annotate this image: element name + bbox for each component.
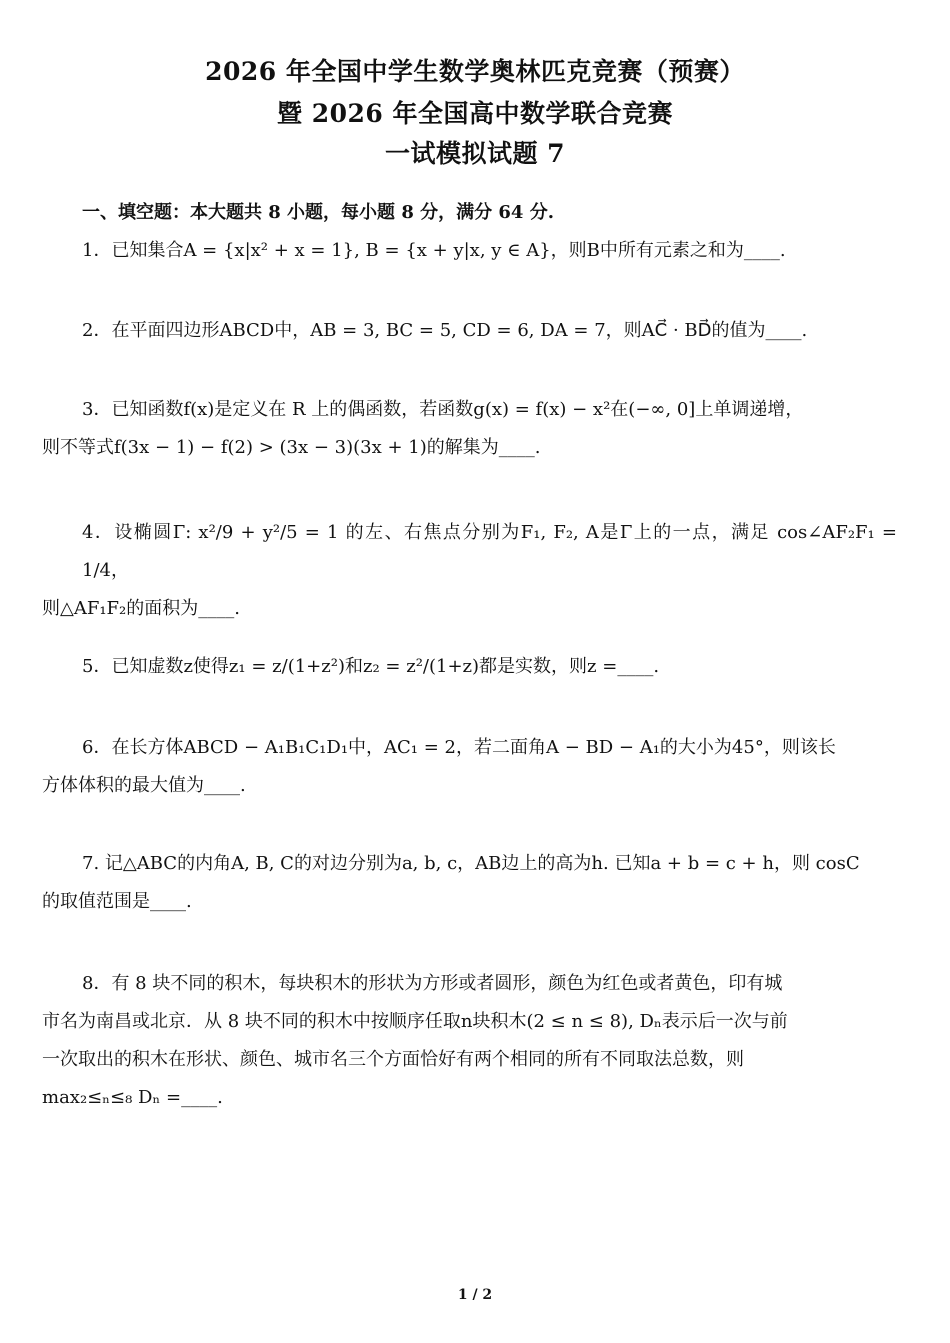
question-line: 5．已知虚数z使得z₁ = z/(1+z²)和z₂ = z²/(1+z)都是实数，则z =____. xyxy=(82,656,660,677)
question-line: 则不等式f(3x − 1) − f(2) > (3x − 3)(3x + 1)的解集为____. xyxy=(42,437,541,458)
question-5 xyxy=(42,648,897,686)
question-1 xyxy=(42,232,897,270)
question-line: 则△AF₁F₂的面积为____. xyxy=(42,598,240,619)
exam-title-line-2: 暨 2026 年全国高中数学联合竞赛 xyxy=(277,99,673,128)
question-line: 6．在长方体ABCD − A₁B₁C₁D₁中，AC₁ = 2，若二面角A − BD − A₁的大小为45°，则该长 xyxy=(82,737,836,758)
question-line: 1．已知集合A = {x|x² + x = 1}, B = {x + y|x, y ∈ A}，则B中所有元素之和为____. xyxy=(82,240,786,261)
question-line: 市名为南昌或北京．从 8 块不同的积木中按顺序任取n块积木(2 ≤ n ≤ 8), Dₙ表示后一次与前 xyxy=(42,1011,788,1032)
question-4 xyxy=(42,514,897,628)
question-line: 8．有 8 块不同的积木，每块积木的形状为方形或者圆形，颜色为红色或者黄色，印有城 xyxy=(82,973,783,994)
question-8 xyxy=(42,965,897,1117)
question-line: 的取值范围是____. xyxy=(42,891,192,912)
question-2 xyxy=(42,312,897,350)
question-line: 3．已知函数f(x)是定义在 R 上的偶函数，若函数g(x) = f(x) − x²在(−∞, 0]上单调递增， xyxy=(82,399,804,420)
exam-title-line-1: 2026 年全国中学生数学奥林匹克竞赛（预赛） xyxy=(205,57,745,86)
question-6 xyxy=(42,729,897,805)
question-line: 方体体积的最大值为____. xyxy=(42,775,246,796)
question-line: max₂≤ₙ≤₈ Dₙ =____. xyxy=(42,1087,223,1108)
question-3 xyxy=(42,391,897,467)
question-line: 4．设椭圆Γ: x²/9 + y²/5 = 1 的左、右焦点分别为F₁, F₂, A是Γ上的一点，满足 cos∠AF₂F₁ = 1/4， xyxy=(82,522,897,581)
question-line: 2．在平面四边形ABCD中，AB = 3, BC = 5, CD = 6, DA = 7，则AC⃗ · BD⃗的值为____. xyxy=(82,320,808,341)
question-line: 一次取出的积木在形状、颜色、城市名三个方面恰好有两个相同的所有不同取法总数，则 xyxy=(42,1049,744,1070)
question-7 xyxy=(42,845,897,921)
exam-title-line-3: 一试模拟试题 7 xyxy=(384,139,566,168)
page-number: 1 / 2 xyxy=(457,1287,493,1303)
question-line: 7. 记△ABC的内角A, B, C的对边分别为a, b, c，AB边上的高为h. 已知a + b = c + h，则 cosC xyxy=(82,853,860,874)
section-heading: 一、填空题：本大题共 8 小题，每小题 8 分，满分 64 分. xyxy=(82,202,554,223)
